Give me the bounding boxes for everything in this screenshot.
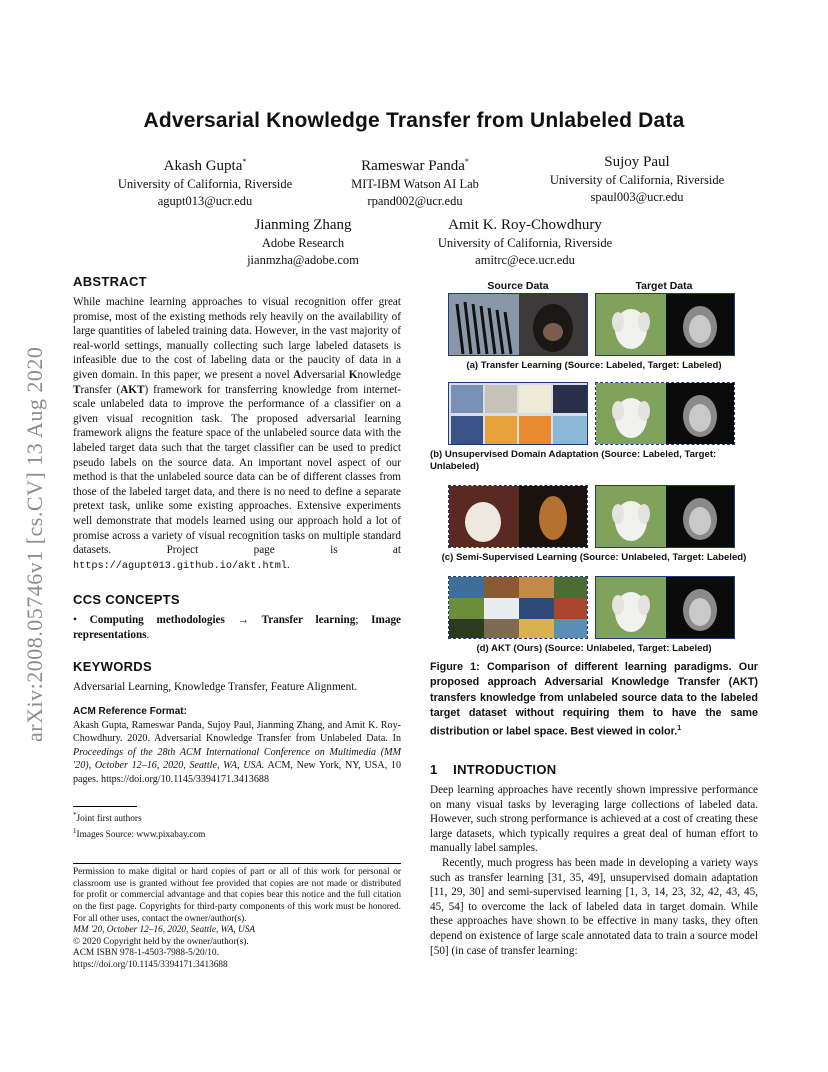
subcaption-d: (d) AKT (Ours) (Source: Unlabeled, Target: Labeled) — [476, 643, 712, 654]
acm-ref-text: Akash Gupta, Rameswar Panda, Sujoy Paul, Jianming Zhang, and Amit K. Roy-Chowdhury. 2020. Adversarial Knowledge Transfer from Unlabeled Data. In Proceedings of the 28th ACM International Conference on Multimedia (MM '20), October 12–16, 2020, Seattle, WA, USA. ACM, New York, NY, USA, 10 pages. https://doi.org/10.1145/3394171.3413688 — [73, 720, 402, 785]
source-panel-a — [448, 293, 588, 356]
author-mark: * — [464, 157, 469, 166]
author-name: Sujoy Paul — [604, 154, 670, 170]
source-panel-b — [448, 382, 588, 445]
clipart-grid-image — [449, 383, 588, 445]
dog-cat-image — [596, 294, 735, 356]
paper-title: Adversarial Knowledge Transfer from Unlabeled Data — [143, 109, 685, 132]
permission-text: Permission to make digital or hard copies of part or all of this work for personal or classroom use is granted without fee provided that copies are not made or distributed for profit or commercial advantage and that copies bear this notice and the full citation on the first page. Copyrights for third-party components of this work must be honored. For all other uses, contact the owner/author(s). — [73, 867, 401, 924]
dog-cat-image — [596, 383, 735, 445]
figure-target-header: Target Data — [635, 280, 693, 292]
author-affiliation: University of California, Riverside — [117, 177, 293, 191]
subcaption-c: (c) Semi-Supervised Learning (Source: Unlabeled, Target: Labeled) — [441, 552, 747, 563]
permission-venue: MM '20, October 12–16, 2020, Seattle, WA, USA — [73, 925, 256, 936]
author-2 — [320, 152, 510, 210]
left-column — [73, 274, 401, 972]
author-affiliation: MIT-IBM Watson AI Lab — [351, 177, 479, 191]
author-name: Rameswar Panda — [361, 158, 465, 174]
author-affiliation: University of California, Riverside — [549, 173, 725, 187]
author-email: amitrc@ece.ucr.edu — [475, 253, 575, 267]
intro-para-2: Recently, much progress has been made in developing a variety ways such as transfer learning [31, 35, 49], unsupervised domain adaptation [11, 29, 30] and semi-supervised learning [1, 3, 14, 23, 32, 42, 43, 45, 45, 54] to overcome the lack of labeled data in target domain. While these approaches have shown to be effective in many tasks, they often depend on existence of large scale annotated data to train a source model [50] (in case of transfer learning: — [430, 856, 758, 957]
author-email: agupt013@ucr.edu — [157, 194, 253, 208]
internet-images-grid — [449, 577, 588, 639]
dog-cat-image — [596, 486, 735, 548]
author-email: jianmzha@adobe.com — [247, 253, 359, 267]
author-1 — [100, 152, 310, 210]
target-panel-a — [595, 293, 735, 356]
footnote-rule — [73, 806, 137, 807]
keywords-text: Adversarial Learning, Knowledge Transfer, Feature Alignment. — [73, 681, 358, 694]
author-affiliation: Adobe Research — [261, 236, 345, 250]
intro-heading: 1 INTRODUCTION — [430, 762, 557, 777]
acm-ref-heading: ACM Reference Format: — [73, 706, 187, 718]
target-panel-d — [595, 576, 735, 639]
ccs-heading: CCS CONCEPTS — [73, 592, 180, 608]
subcaption-a: (a) Transfer Learning (Source: Labeled, Target: Labeled) — [466, 360, 722, 371]
arxiv-stamp: arXiv:2008.05746v1 [cs.CV] 13 Aug 2020 — [22, 346, 47, 742]
author-mark: * — [242, 157, 247, 166]
permission-copyright: © 2020 Copyright held by the owner/author(s). — [73, 936, 249, 947]
source-panel-d — [448, 576, 588, 639]
dog-cat-image — [596, 577, 735, 639]
figure-caption: Figure 1: Comparison of different learning paradigms. Our proposed approach Adversarial Knowledge Transfer (AKT) transfers knowledge from unlabeled source data to the labeled target dataset without requiring them to have the same distribution or label space. Best viewed in color.$^1$ — [430, 661, 758, 738]
intro-para-1: Deep learning approaches have recently shown impressive performance on many visual tasks by leveraging large collections of labeled data. However, such strong performance is achieved at a cost of creating these large datasets, which typically requires a great deal of human effort to manually label samples. — [430, 784, 758, 855]
kitten-dog-image — [449, 486, 588, 548]
target-panel-b — [595, 382, 735, 445]
ccs-text: • Computing methodologies → Transfer learning; Image representations. — [73, 614, 401, 641]
abstract-heading: ABSTRACT — [73, 274, 147, 289]
project-url[interactable]: https://agupt013.github.io/akt.html — [73, 560, 287, 572]
zebra-chimp-image — [449, 294, 588, 356]
figure-source-header: Source Data — [487, 280, 549, 292]
abstract-text: While machine learning approaches to visual recognition offer great promise, most of the existing methods rely heavily on the availability of large quantities of labeled training data. However, in the vast majority of real-world settings, manually collecting such large labeled datasets is infeasible due to the cost of labeling data or the paucity of data in a given domain. In this paper, we present a novel Adversarial Knowledge Transfer (AKT) framework for transferring knowledge from internet-scale unlabeled data to improve the performance of a classifier on a given visual recognition task. The proposed adversarial learning framework aligns the feature space of the unlabeled source data with the labeled target data such that the target classifier can be used to predict pseudo labels on the source data. An important novel aspect of our method is that the unlabeled source data can be of different classes from those of the labeled target data, and there is no need to define a separate pretext task, unlike some existing approaches. Extensive experiments well demonstrate that models learned using our approach hold a lot of promise across a variety of visual recognition tasks on multiple standard datasets. Project page is at https://agupt013.github.io/akt.html. — [73, 296, 402, 572]
author-email: spaul003@ucr.edu — [590, 190, 684, 204]
author-5 — [418, 215, 632, 269]
source-panel-c — [448, 485, 588, 548]
footnote-1: *Joint first authors — [73, 811, 142, 825]
permission-rule — [73, 863, 401, 864]
author-name: Amit K. Roy-Chowdhury — [448, 217, 602, 233]
keywords-heading: KEYWORDS — [73, 659, 152, 675]
author-affiliation: University of California, Riverside — [437, 236, 613, 250]
subcaption-b: (b) Unsupervised Domain Adaptation (Source: Labeled, Target: Unlabeled) — [430, 449, 717, 472]
author-name: Jianming Zhang — [254, 217, 352, 233]
permission-isbn: ACM ISBN 978-1-4503-7988-5/20/10. — [73, 948, 219, 959]
author-3 — [530, 152, 744, 206]
introduction — [430, 762, 758, 958]
author-email: rpand002@ucr.edu — [367, 194, 463, 208]
author-4 — [218, 215, 388, 269]
footnote-2: $^1$Images Source: www.pixabay.com — [73, 826, 206, 840]
author-name: Akash Gupta — [163, 158, 243, 174]
target-panel-c — [595, 485, 735, 548]
permission-doi[interactable]: https://doi.org/10.1145/3394171.3413688 — [73, 960, 228, 971]
